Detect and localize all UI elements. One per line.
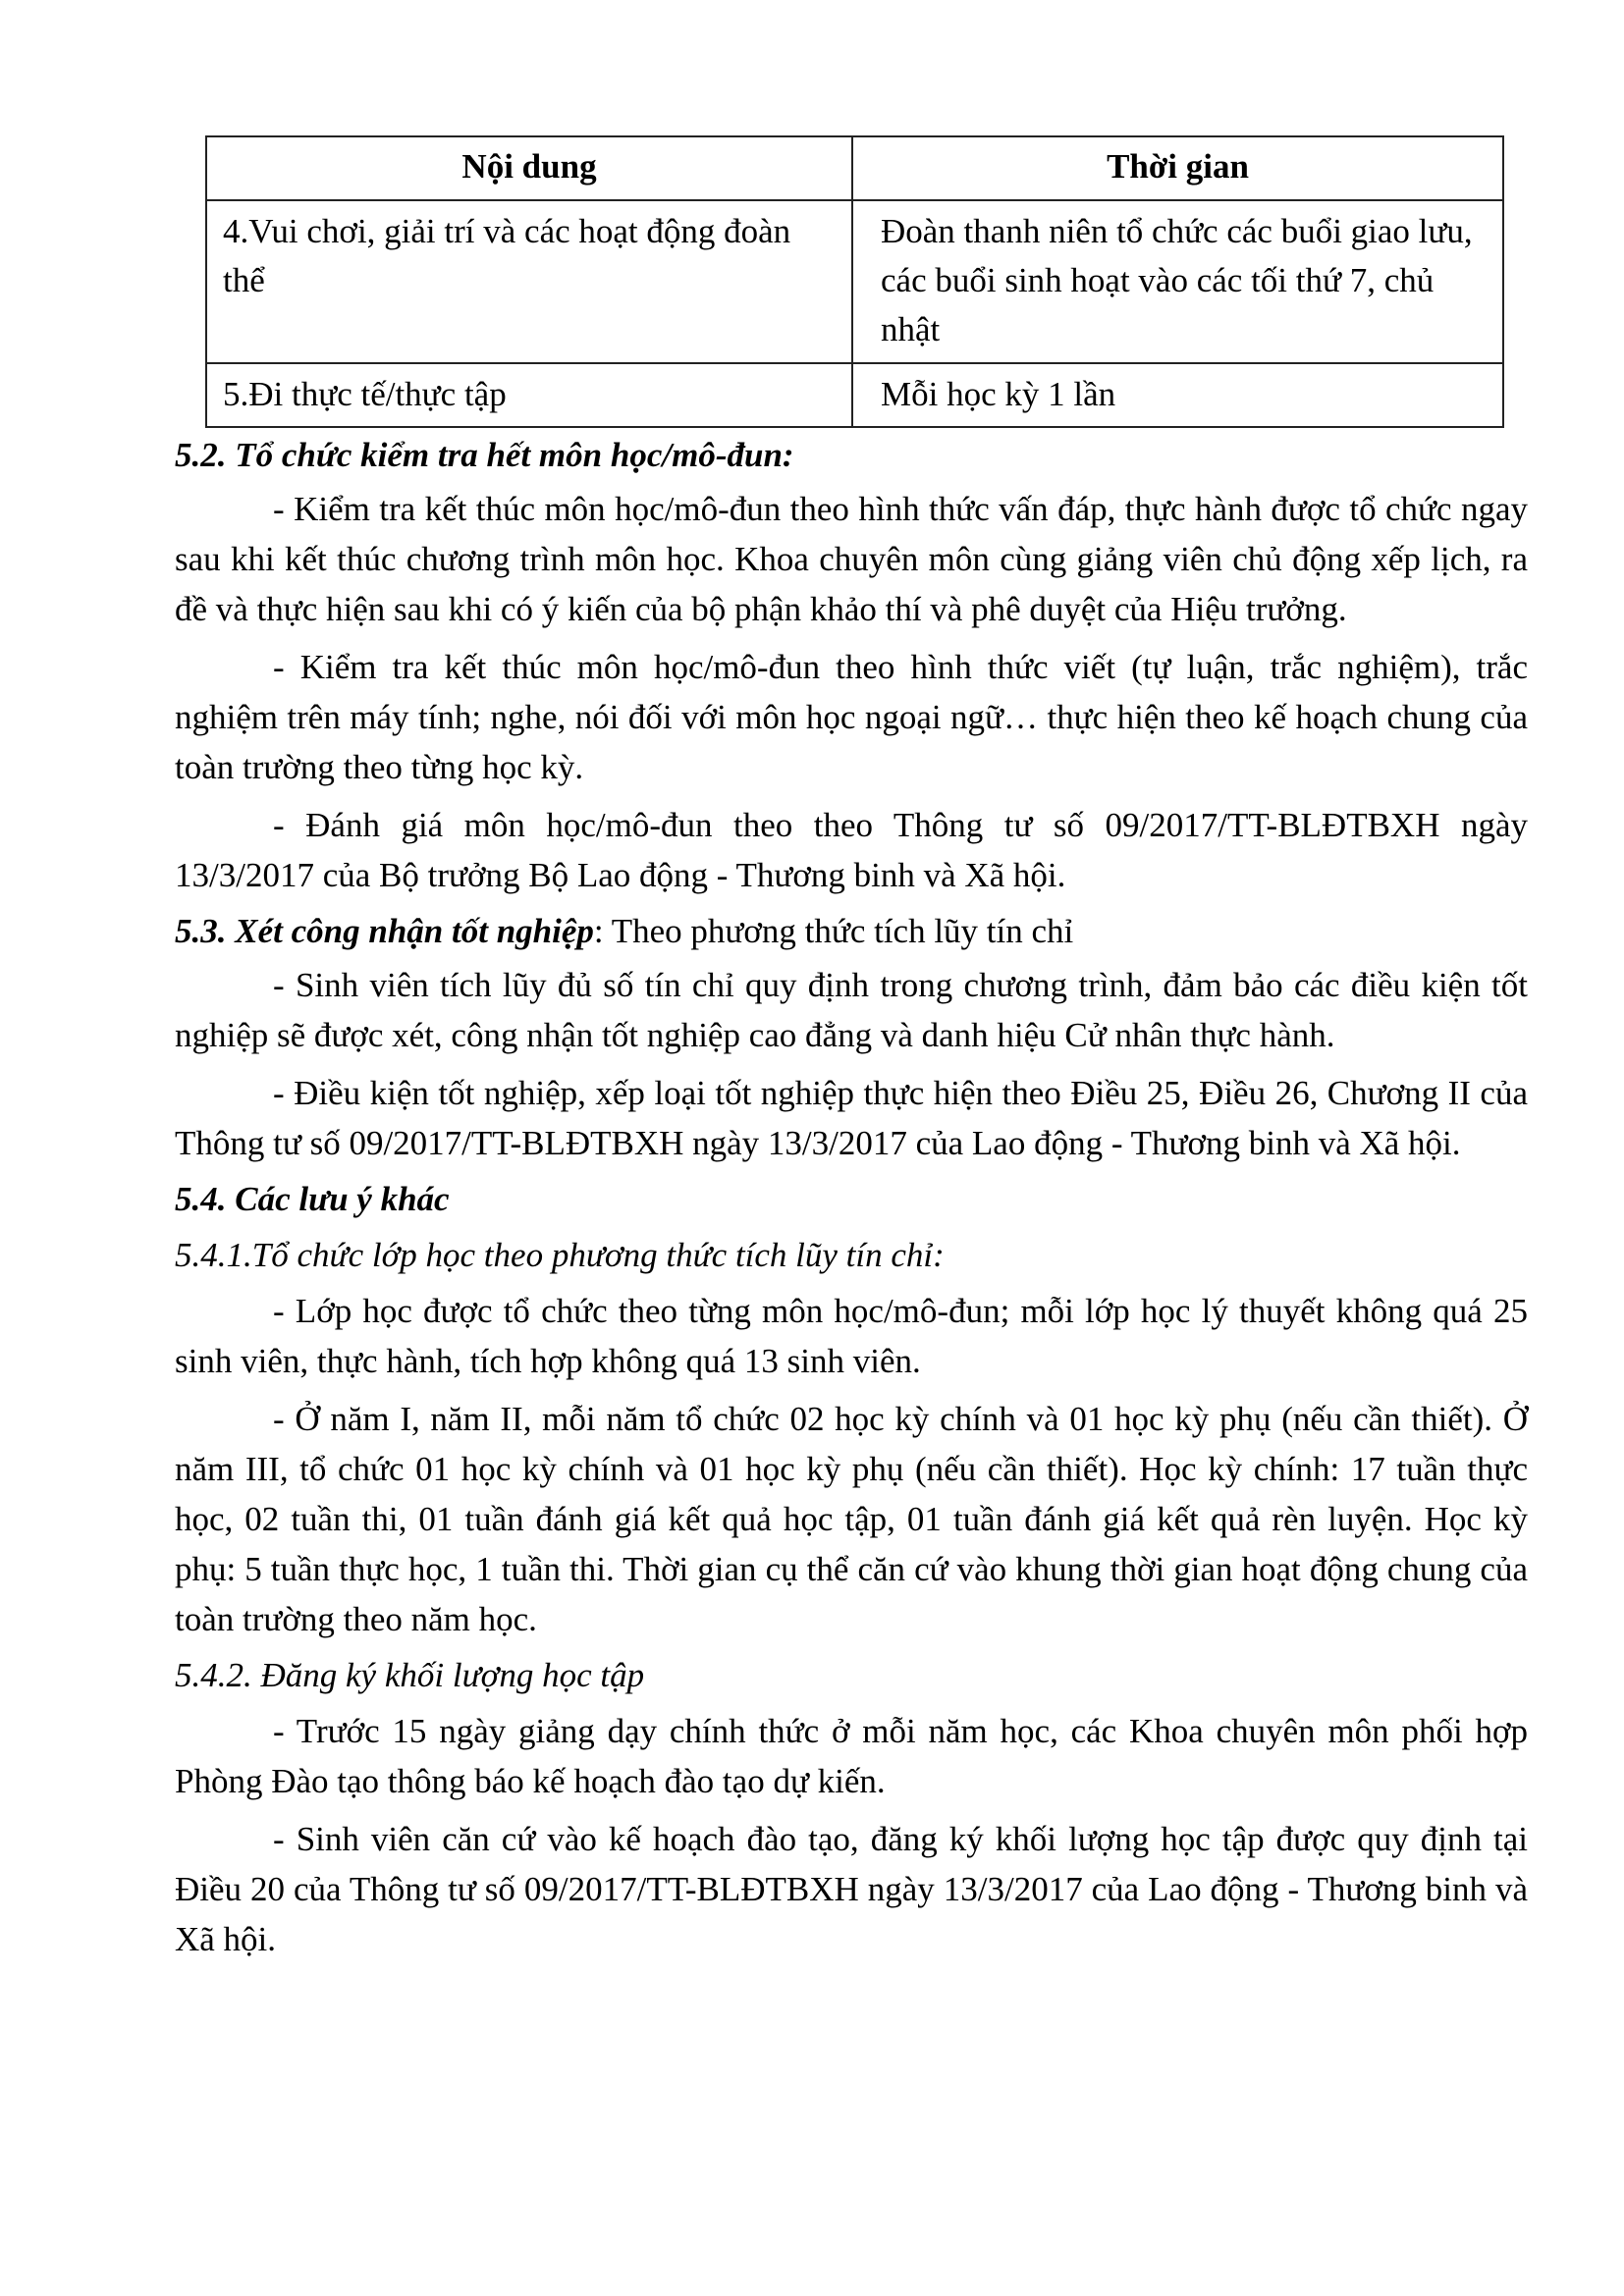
table-row bbox=[206, 200, 1503, 363]
paragraph: - Ở năm I, năm II, mỗi năm tổ chức 02 học kỳ chính và 01 học kỳ phụ (nếu cần thiết). Ở năm III, tổ chức 01 học kỳ chính và 01 học kỳ phụ (nếu cần thiết). Học kỳ chính: 17 tuần thực học, 02 tuần thi, 01 tuần đánh giá kết quả học tập, 01 tuần đánh giá kết quả rèn luyện. Học kỳ phụ: 5 tuần thực học, 1 tuần thi. Thời gian cụ thể căn cứ vào khung thời gian hoạt động chung của toàn trường theo năm học. bbox=[175, 1400, 1528, 1638]
table-row bbox=[206, 363, 1503, 427]
paragraph: - Điều kiện tốt nghiệp, xếp loại tốt nghiệp thực hiện theo Điều 25, Điều 26, Chương II của Thông tư số 09/2017/TT-BLĐTBXH ngày 13/3/2017 của Lao động - Thương binh và Xã hội. bbox=[175, 1074, 1528, 1162]
schedule-table bbox=[205, 135, 1504, 428]
schedule-table-container bbox=[205, 135, 1502, 428]
column-header-content: Nội dung bbox=[206, 136, 852, 200]
paragraph: - Kiểm tra kết thúc môn học/mô-đun theo hình thức viết (tự luận, trắc nghiệm), trắc nghiệm trên máy tính; nghe, nói đối với môn học ngoại ngữ… thực hiện theo kế hoạch chung của toàn trường theo từng học kỳ. bbox=[175, 648, 1528, 786]
paragraph: - Đánh giá môn học/mô-đun theo theo Thông tư số 09/2017/TT-BLĐTBXH ngày 13/3/2017 của Bộ trưởng Bộ Lao động - Thương binh và Xã hội. bbox=[175, 806, 1528, 894]
cell-time: Mỗi học kỳ 1 lần bbox=[852, 363, 1503, 427]
table-header-row bbox=[206, 136, 1503, 200]
section-heading-5-3 bbox=[175, 906, 1528, 956]
paragraph: - Sinh viên căn cứ vào kế hoạch đào tạo, đăng ký khối lượng học tập được quy định tại Điều 20 của Thông tư số 09/2017/TT-BLĐTBXH ngày 13/3/2017 của Lao động - Thương binh và Xã hội. bbox=[175, 1820, 1528, 1958]
subsection-heading-5-4-1: 5.4.1.Tổ chức lớp học theo phương thức tích lũy tín chỉ: bbox=[175, 1236, 945, 1274]
subsection-heading-5-4-2: 5.4.2. Đăng ký khối lượng học tập bbox=[175, 1656, 645, 1694]
column-header-time: Thời gian bbox=[852, 136, 1503, 200]
paragraph: - Sinh viên tích lũy đủ số tín chỉ quy định trong chương trình, đảm bảo các điều kiện tốt nghiệp sẽ được xét, công nhận tốt nghiệp cao đẳng và danh hiệu Cử nhân thực hành. bbox=[175, 966, 1528, 1054]
cell-time: Đoàn thanh niên tổ chức các buổi giao lưu, các buổi sinh hoạt vào các tối thứ 7, chủ nhật bbox=[852, 200, 1503, 363]
cell-content: 5.Đi thực tế/thực tập bbox=[206, 363, 852, 427]
section-heading-5-3-title: 5.3. Xét công nhận tốt nghiệp bbox=[175, 912, 594, 950]
document-body bbox=[175, 428, 1528, 1964]
section-heading-5-4: 5.4. Các lưu ý khác bbox=[175, 1180, 450, 1218]
section-heading-5-2: 5.2. Tổ chức kiểm tra hết môn học/mô-đun: bbox=[175, 436, 794, 474]
paragraph: - Kiểm tra kết thúc môn học/mô-đun theo hình thức vấn đáp, thực hành được tổ chức ngay sau khi kết thúc chương trình môn học. Khoa chuyên môn cùng giảng viên chủ động xếp lịch, ra đề và thực hiện sau khi có ý kiến của bộ phận khảo thí và phê duyệt của Hiệu trưởng. bbox=[175, 490, 1528, 628]
section-heading-5-3-suffix: : Theo phương thức tích lũy tín chỉ bbox=[593, 912, 1074, 950]
paragraph: - Trước 15 ngày giảng dạy chính thức ở mỗi năm học, các Khoa chuyên môn phối hợp Phòng Đào tạo thông báo kế hoạch đào tạo dự kiến. bbox=[175, 1712, 1528, 1800]
paragraph: - Lớp học được tổ chức theo từng môn học/mô-đun; mỗi lớp học lý thuyết không quá 25 sinh viên, thực hành, tích hợp không quá 13 sinh viên. bbox=[175, 1292, 1528, 1380]
cell-content: 4.Vui chơi, giải trí và các hoạt động đoàn thể bbox=[206, 200, 852, 363]
